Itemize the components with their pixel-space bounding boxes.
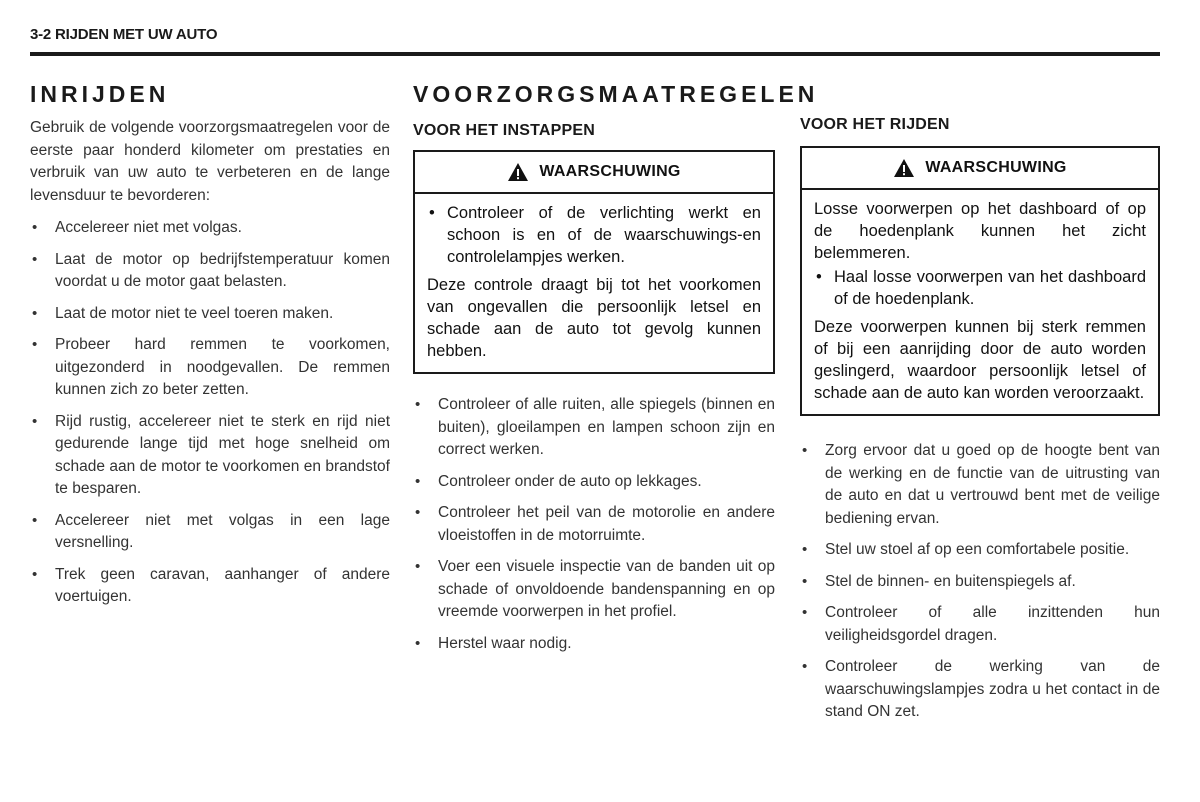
list-item	[30, 411, 390, 501]
bullet-icon: •	[802, 572, 808, 590]
warning-triangle-icon	[893, 158, 915, 178]
warning-header	[415, 152, 773, 194]
inrijden-title: INRIJDEN	[30, 81, 170, 107]
list-item	[30, 334, 390, 402]
rijden-list	[800, 440, 1160, 724]
list-item	[413, 471, 775, 494]
list-item	[413, 394, 775, 462]
list-item-text: Laat de motor niet te veel toeren maken.	[55, 304, 334, 322]
list-item	[800, 440, 1160, 530]
bullet-icon: •	[415, 634, 421, 652]
bullet-icon: •	[802, 658, 808, 675]
list-item-text: Rijd rustig, accelereer niet te sterk en rijd niet gedurende lange tijd met hoge snelheid om schade aan de motor te voorkomen en brandstof te besparen.	[55, 412, 390, 497]
instappen-heading: VOOR HET INSTAPPEN	[413, 122, 595, 139]
warning-triangle-icon	[507, 162, 529, 182]
warning-label: WAARSCHUWING	[539, 163, 681, 180]
list-item	[800, 602, 1160, 647]
rijden-heading: VOOR HET RIJDEN	[800, 116, 950, 133]
list-item-text: Accelereer niet met volgas.	[55, 219, 242, 236]
bullet-icon: •	[32, 219, 38, 236]
bullet-icon: •	[415, 396, 421, 413]
list-item-text: Controleer of alle inzittenden hun veiligheidsgordel dragen.	[825, 604, 1160, 644]
list-item-text: Stel uw stoel af op een comfortabele positie.	[825, 541, 1130, 558]
list-item	[30, 217, 390, 240]
rijden-section	[800, 80, 1160, 733]
warning-bullet	[814, 266, 1146, 310]
list-item-text: Stel de binnen- en buitenspiegels af.	[825, 572, 1076, 590]
inrijden-section	[30, 80, 390, 618]
bullet-icon: •	[32, 412, 38, 430]
list-item-text: Zorg ervoor dat u goed op de hoogte bent van de werking en de functie van de uitrusting van de auto en dat u vertrouwd bent met de veilige bediening ervan.	[825, 442, 1160, 527]
warning-bullet	[427, 202, 761, 268]
list-item	[413, 502, 775, 547]
warning-header	[802, 148, 1158, 190]
list-item	[30, 249, 390, 294]
list-item-text: Controleer onder de auto op lekkages.	[438, 472, 702, 490]
bullet-icon: •	[415, 558, 421, 575]
list-item	[30, 510, 390, 555]
warning-bullet-text: Controleer of de verlichting werkt en schoon is en of de waarschuwings-en controlelampjes werken.	[447, 204, 761, 266]
instappen-list	[413, 394, 775, 655]
list-item-text: Laat de motor op bedrijfstemperatuur komen voordat u de motor gaat belasten.	[55, 250, 390, 290]
list-item	[30, 303, 390, 326]
bullet-icon: •	[32, 336, 38, 353]
list-item-text: Voer een visuele inspectie van de banden uit op schade of onvoldoende bandenspanning en op vreemde voorwerpen in het profiel.	[438, 558, 775, 620]
list-item	[413, 556, 775, 624]
rijden-warning-box	[800, 146, 1160, 416]
instappen-warning-box	[413, 150, 775, 374]
list-item-text: Controleer of alle ruiten, alle spiegels (binnen en buiten), gloeilampen en lampen schoon zijn en correct werken.	[438, 396, 775, 458]
bullet-icon: •	[415, 472, 421, 490]
list-item-text: Controleer het peil van de motorolie en andere vloeistoffen in de motorruimte.	[438, 504, 775, 544]
bullet-icon: •	[32, 565, 38, 583]
bullet-icon: •	[32, 511, 38, 529]
list-item	[800, 571, 1160, 594]
warning-text: Deze voorwerpen kunnen bij sterk remmen of bij een aanrijding door de auto worden geslingerd, waardoor persoonlijk letsel of schade aan de auto kan worden veroorzaakt.	[814, 318, 1146, 402]
list-item-text: Controleer de werking van de waarschuwingslampjes zodra u het contact in de stand ON zet.	[825, 658, 1160, 720]
warning-bullet-text: Haal losse voorwerpen van het dashboard of de hoedenplank.	[834, 268, 1146, 308]
list-item-text: Probeer hard remmen te voorkomen, uitgezonderd in noodgevallen. De remmen kunnen zich zo beter zetten.	[55, 336, 390, 398]
bullet-icon: •	[802, 604, 808, 621]
voorzorg-section	[413, 80, 819, 664]
list-item	[413, 633, 775, 656]
list-item	[30, 564, 390, 609]
bullet-icon: •	[429, 204, 435, 222]
warning-label: WAARSCHUWING	[925, 159, 1067, 176]
voorzorg-title: VOORZORGSMAATREGELEN	[413, 81, 819, 107]
list-item-text: Herstel waar nodig.	[438, 634, 572, 652]
list-item-text: Accelereer niet met volgas in een lage versnelling.	[55, 511, 390, 551]
bullet-icon: •	[32, 304, 38, 322]
inrijden-list	[30, 217, 390, 609]
warning-text: Deze controle draagt bij tot het voorkomen van ongevallen die persoonlijk letsel en schade aan de auto tot gevolg kunnen hebben.	[427, 276, 761, 360]
list-item	[800, 656, 1160, 724]
bullet-icon: •	[802, 442, 808, 459]
bullet-icon: •	[816, 268, 822, 286]
running-head: 3-2 RIJDEN MET UW AUTO	[30, 26, 218, 43]
inrijden-intro: Gebruik de volgende voorzorgsmaatregelen voor de eerste paar honderd kilometer om prestaties en verbruik van uw auto te verbeteren en de lange levensduur te bevorderen:	[30, 119, 390, 204]
warning-text: Losse voorwerpen op het dashboard of op de hoedenplank kunnen het zicht belemmeren.	[814, 200, 1146, 262]
list-item	[800, 539, 1160, 562]
bullet-icon: •	[415, 504, 421, 521]
bullet-icon: •	[802, 541, 808, 558]
list-item-text: Trek geen caravan, aanhanger of andere voertuigen.	[55, 565, 390, 605]
bullet-icon: •	[32, 250, 38, 268]
header-rule	[30, 52, 1160, 56]
